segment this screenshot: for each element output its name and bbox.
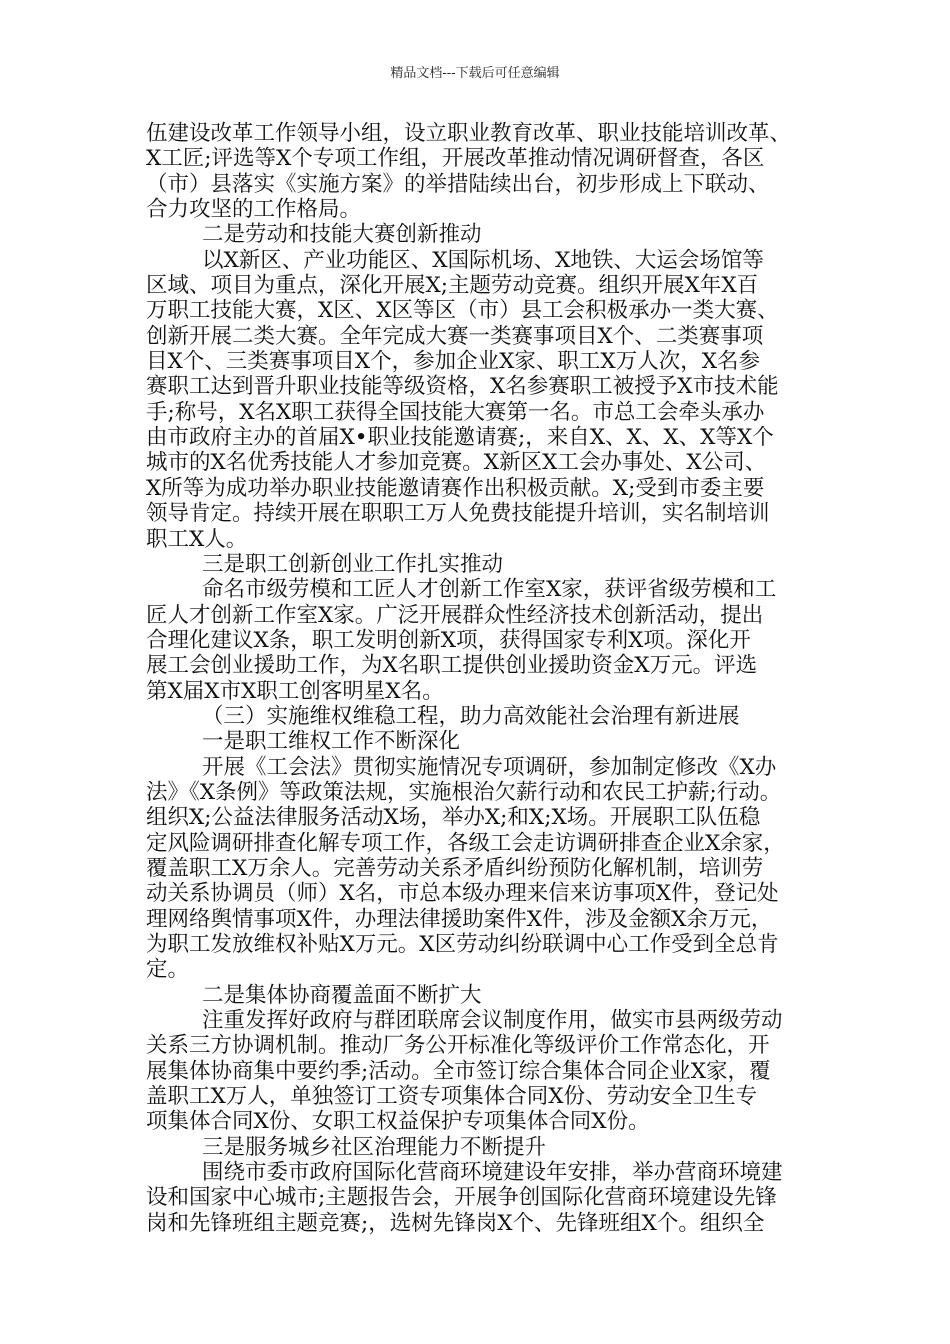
text-line: 合理化建议X条，职工发明创新X项，获得国家专利X项。深化开 (146, 627, 751, 653)
text-line: 展集体协商集中要约季;活动。全市签订综合集体合同企业X家，覆 (146, 1058, 771, 1084)
text-line: 合力攻坚的工作格局。 (146, 197, 362, 223)
text-line: 区域、项目为重点，深化开展X;主题劳动竞赛。组织开展X年X百 (146, 273, 759, 299)
text-line: （市）县落实《实施方案》的举措陆续出台，初步形成上下联动、 (146, 171, 770, 197)
text-line: 职工X人。 (146, 526, 248, 552)
text-line: 岗和先锋班组主题竞赛;，选树先锋岗X个、先锋班组X个。组织全 (146, 1210, 765, 1236)
text-line: 定。 (146, 957, 190, 983)
text-line: 命名市级劳模和工匠人才创新工作室X家，获评省级劳模和工 (202, 577, 777, 603)
text-line: 项集体合同X份、女职工权益保护专项集体合同X份。 (146, 1109, 650, 1135)
text-line: 手;称号，X名X职工获得全国技能大赛第一名。市总工会牵头承办 (146, 399, 765, 425)
text-line: （三）实施维权维稳工程，助力高效能社会治理有新进展 (202, 703, 740, 729)
text-line: 二是劳动和技能大赛创新推动 (202, 222, 482, 248)
text-line: 目X个、三类赛事项目X个，参加企业X家、职工X万人次，X名参 (146, 349, 761, 375)
text-line: 注重发挥好政府与群团联席会议制度作用，做实市县两级劳动 (202, 1008, 783, 1034)
text-line: 伍建设改革工作领导小组，设立职业教育改革、职业技能培训改革、 (146, 121, 792, 146)
text-line: 法》《X条例》等政策法规，实施根治欠薪行动和农民工护薪;行动。 (146, 779, 782, 805)
text-line: 匠人才创新工作室X家。广泛开展群众性经济技术创新活动，提出 (146, 602, 764, 628)
text-line: X所等为成功举办职业技能邀请赛作出积极贡献。X;受到市委主要 (146, 475, 765, 501)
text-line: X工匠;评选等X个专项工作组，开展改革推动情况调研督查，各区 (146, 146, 765, 172)
text-line: 盖职工X万人，单独签订工资专项集体合同X份、劳动安全卫生专 (146, 1084, 758, 1110)
text-line: 展工会创业援助工作，为X名职工提供创业援助资金X万元。评选 (146, 653, 758, 679)
text-line: 为职工发放维权补贴X万元。X区劳动纠纷联调中心工作受到全总肯 (146, 932, 779, 957)
text-line: 理网络舆情事项X件，办理法律援助案件X件，涉及金额X余万元， (146, 906, 773, 932)
text-line: 围绕市委市政府国际化营商环境建设年安排，举办营商环境建 (202, 1160, 783, 1186)
text-line: 第X届X市X职工创客明星X名。 (146, 678, 444, 704)
text-line: 设和国家中心城市;主题报告会，开展争创国际化营商环境建设先锋 (146, 1185, 777, 1211)
text-line: 关系三方协调机制。推动厂务公开标准化等级评价工作常态化，开 (146, 1033, 770, 1059)
text-line: 城市的X名优秀技能人才参加竞赛。X新区X工会办事处、X公司、 (146, 450, 767, 476)
text-line: 组织X;公益法律服务活动X场，举办X;和X;X场。开展职工队伍稳 (146, 805, 761, 831)
text-line: 开展《工会法》贯彻实施情况专项调研，参加制定修改《X办 (202, 754, 777, 780)
text-line: 由市政府主办的首届X•职业技能邀请赛;，来自X、X、X、X等X个 (146, 425, 774, 451)
text-line: 领导肯定。持续开展在职职工万人免费技能提升培训，实名制培训 (146, 501, 770, 527)
text-line: 定风险调研排查化解专项工作，各级工会走访调研排查企业X余家， (146, 830, 785, 856)
document-body (146, 121, 808, 1236)
text-line: 二是集体协商覆盖面不断扩大 (202, 982, 482, 1008)
text-line: 动关系协调员（师）X名，市总本级办理来信来访事项X件，登记处 (146, 881, 779, 907)
page-header: 精品文档---下载后可任意编辑 (390, 66, 560, 81)
text-line: 赛职工达到晋升职业技能等级资格，X名参赛职工被授予X市技术能 (146, 374, 779, 400)
text-line: 以X新区、产业功能区、X国际机场、X地铁、大运会场馆等 (202, 247, 764, 273)
text-line: 一是职工维权工作不断深化 (202, 729, 461, 755)
text-line: 三是职工创新创业工作扎实推动 (202, 551, 504, 577)
text-line: 万职工技能大赛，X区、X区等区（市）县工会积极承办一类大赛、 (146, 298, 779, 324)
text-line: 创新开展二类大赛。全年完成大赛一类赛事项目X个、二类赛事项 (146, 323, 764, 349)
text-line: 三是服务城乡社区治理能力不断提升 (202, 1134, 547, 1160)
text-line: 覆盖职工X万余人。完善劳动关系矛盾纠纷预防化解机制，培训劳 (146, 855, 764, 881)
